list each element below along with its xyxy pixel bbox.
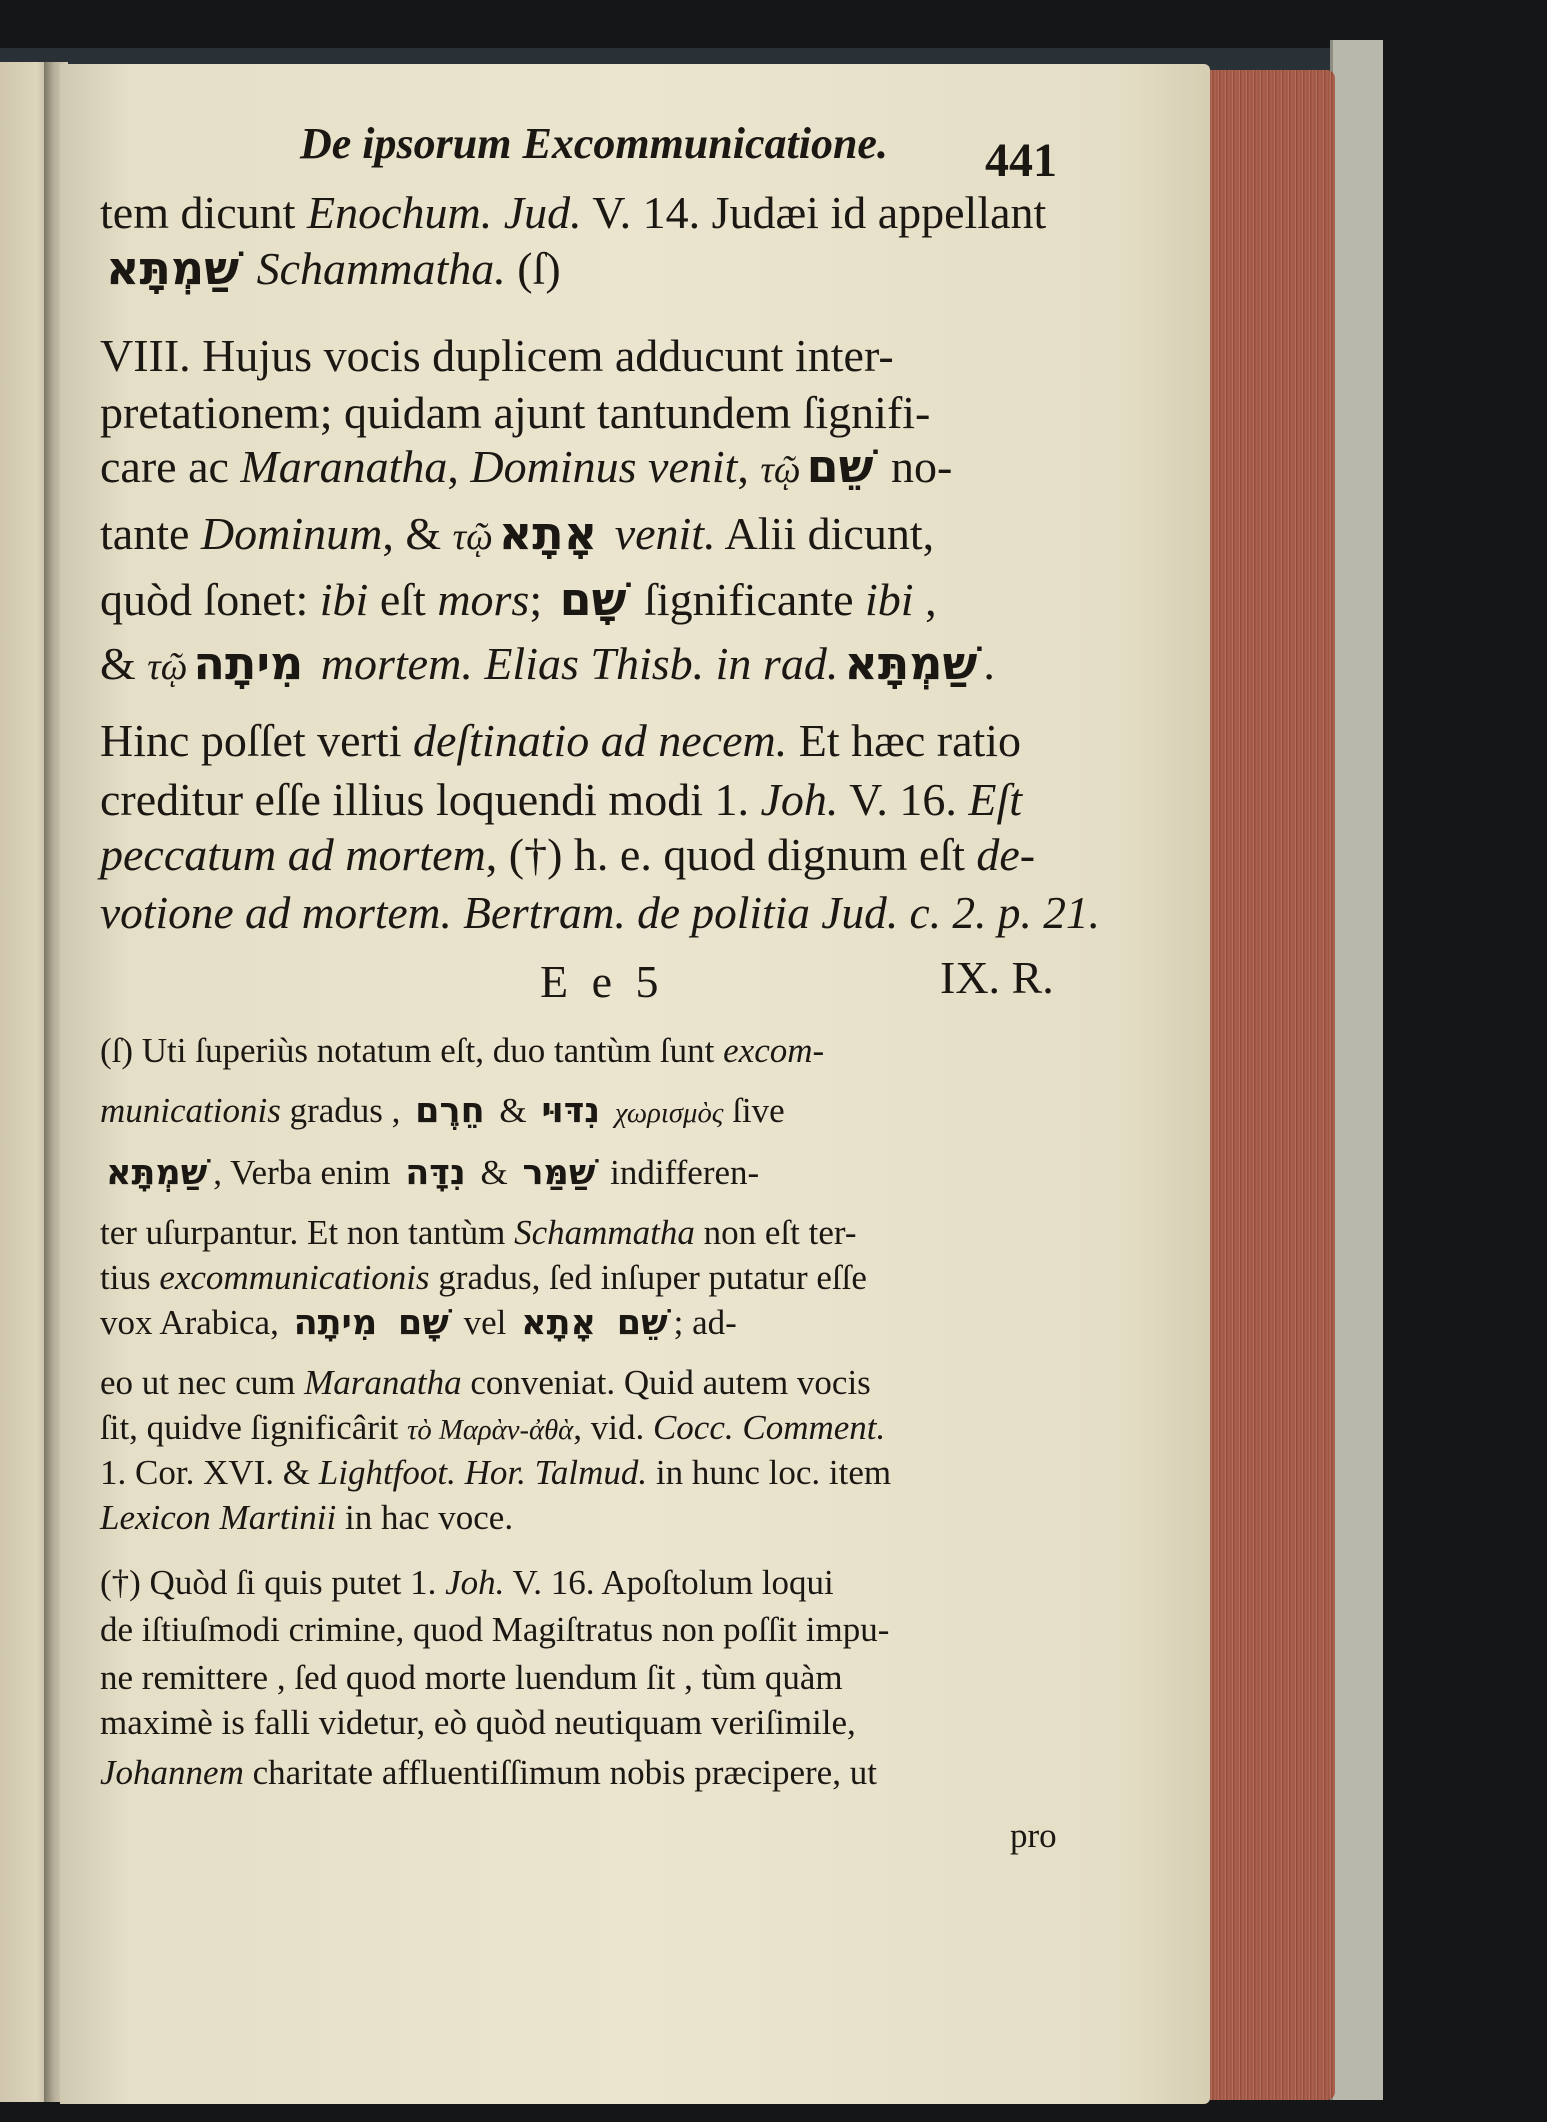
text-segment: Johannem bbox=[100, 1753, 244, 1792]
text-segment: ibi bbox=[865, 574, 914, 625]
text-segment: quòd ſonet: bbox=[100, 574, 320, 625]
text-segment: (†) Quòd ſi quis putet 1. bbox=[100, 1563, 446, 1602]
text-segment: Et hæc ratio bbox=[787, 715, 1022, 766]
text-line bbox=[100, 887, 1100, 938]
book-cover-right bbox=[1330, 40, 1383, 2100]
text-segment: excom- bbox=[723, 1031, 825, 1070]
hebrew-word: אָתָא bbox=[498, 506, 598, 560]
text-line bbox=[100, 506, 935, 560]
signature-mark: E e 5 bbox=[540, 956, 665, 1007]
text-segment: . bbox=[983, 638, 995, 689]
text-segment: Maranatha bbox=[304, 1363, 462, 1402]
text-line bbox=[100, 715, 1022, 766]
text-line bbox=[100, 330, 894, 381]
text-segment: ibi bbox=[319, 574, 369, 625]
hebrew-word: שָׁם bbox=[559, 572, 627, 626]
text-segment: , vid. bbox=[573, 1408, 653, 1447]
footnote-line bbox=[100, 1215, 857, 1250]
text-segment: de iſtiuſmodi crimine, quod Magiſtratus non poſſit impu- bbox=[100, 1610, 890, 1649]
text-segment: gradus , bbox=[280, 1091, 410, 1130]
text-segment: in hac voce. bbox=[336, 1498, 514, 1537]
text-segment: mortem. Elias Thisb. in rad. bbox=[309, 638, 839, 689]
text-line bbox=[100, 241, 561, 295]
text-segment: gradus, ſed inſuper putatur eſſe bbox=[429, 1258, 867, 1297]
hebrew-word: שֵׁם bbox=[806, 439, 874, 493]
text-segment: ; bbox=[529, 574, 554, 625]
text-segment: Eſt bbox=[968, 774, 1023, 825]
text-segment: τῷ bbox=[760, 449, 801, 491]
text-segment: Hinc poſſet verti bbox=[100, 715, 413, 766]
text-segment: τῷ bbox=[452, 516, 493, 558]
footnote-line bbox=[100, 1455, 891, 1490]
footnote-line bbox=[100, 1755, 877, 1790]
text-segment: & bbox=[471, 1153, 517, 1192]
text-segment: Dominum bbox=[200, 508, 383, 559]
text-segment: Joh. bbox=[445, 1563, 505, 1602]
text-segment: pretationem; quidam ajunt tantundem ſignifi- bbox=[100, 387, 931, 438]
text-segment bbox=[383, 1303, 392, 1342]
text-segment: Schammatha bbox=[514, 1213, 695, 1252]
text-segment: V. 14. Judæi id appellant bbox=[581, 187, 1047, 238]
text-segment: conveniat. Quid autem vocis bbox=[461, 1363, 871, 1402]
text-segment: municationis bbox=[100, 1091, 281, 1130]
text-segment: no- bbox=[879, 441, 953, 492]
text-segment: Alii dicunt, bbox=[715, 508, 935, 559]
hebrew-word: שַׁמְתָּא bbox=[106, 1153, 208, 1193]
text-segment: V. 16. Apoſtolum loqui bbox=[504, 1563, 834, 1602]
text-line bbox=[100, 439, 953, 493]
text-line bbox=[100, 187, 1047, 238]
hebrew-word: נִדָּה bbox=[405, 1153, 466, 1193]
text-segment: Maranatha bbox=[240, 441, 448, 492]
footnote-line bbox=[100, 1565, 834, 1600]
hebrew-word: מִיתָה bbox=[193, 636, 304, 690]
text-segment: excommunicationis bbox=[159, 1258, 430, 1297]
text-segment bbox=[606, 1091, 615, 1130]
footnote-line bbox=[100, 1305, 737, 1341]
text-segment: ter uſurpantur. Et non tantùm bbox=[100, 1213, 515, 1252]
text-segment: 1. Cor. XVI. & bbox=[100, 1453, 319, 1492]
text-segment: votione ad mortem. Bertram. de politia Jud. c. 2. p. 21. bbox=[100, 887, 1100, 938]
text-segment: Cocc. Comment. bbox=[652, 1408, 886, 1447]
text-segment: & bbox=[100, 638, 148, 689]
text-segment: care ac bbox=[100, 441, 241, 492]
hebrew-word: שַׁמְתָּא bbox=[844, 636, 978, 690]
hebrew-word: שָׁם bbox=[397, 1303, 449, 1343]
text-segment: non eſt ter- bbox=[694, 1213, 857, 1252]
text-segment: , bbox=[913, 574, 937, 625]
hebrew-word: חֵרֶם bbox=[415, 1091, 485, 1131]
footnote-line bbox=[100, 1155, 759, 1191]
text-segment: ſit, quidve ſignificârit bbox=[100, 1408, 408, 1447]
text-segment: in hunc loc. item bbox=[647, 1453, 892, 1492]
footnote-line bbox=[100, 1033, 824, 1068]
text-segment: & bbox=[490, 1091, 536, 1130]
footnote-line bbox=[100, 1660, 843, 1695]
text-segment: , bbox=[447, 441, 471, 492]
footnote-line bbox=[100, 1093, 785, 1129]
footnote-line bbox=[100, 1612, 889, 1647]
text-segment: ne remittere , ſed quod morte luendum ſit , tùm quàm bbox=[100, 1658, 843, 1697]
text-segment: Lightfoot. Hor. Talmud. bbox=[318, 1453, 648, 1492]
text-segment: venit. bbox=[603, 508, 716, 559]
text-segment: Enochum. Jud. bbox=[306, 187, 582, 238]
text-segment: tius bbox=[100, 1258, 160, 1297]
text-segment: τὸ Μαρὰν-ἀθὰ bbox=[407, 1414, 574, 1446]
text-segment: vox Arabica, bbox=[100, 1303, 288, 1342]
page-number: 441 bbox=[985, 134, 1057, 187]
running-head: De ipsorum Excommunicatione. bbox=[300, 119, 888, 168]
text-segment: eo ut nec cum bbox=[100, 1363, 305, 1402]
text-segment: charitate affluentiſſimum nobis præcipere, ut bbox=[243, 1753, 877, 1792]
hebrew-word: נִדּוּי bbox=[541, 1091, 601, 1131]
text-line bbox=[100, 774, 1023, 825]
text-line bbox=[100, 636, 995, 690]
text-segment: τῷ bbox=[147, 646, 188, 688]
text-segment: tem dicunt bbox=[100, 187, 307, 238]
catchword: IX. R. bbox=[940, 952, 1054, 1003]
text-segment: Joh. bbox=[760, 774, 839, 825]
page-fore-edge bbox=[1205, 70, 1335, 2100]
text-segment: , (†) h. e. quod dignum eſt bbox=[485, 829, 977, 880]
text-segment: , & bbox=[382, 508, 453, 559]
text-segment: V. 16. bbox=[838, 774, 969, 825]
text-line bbox=[100, 829, 1036, 880]
text-segment: , bbox=[737, 441, 761, 492]
text-segment bbox=[602, 1303, 611, 1342]
text-segment: (ſ) Uti ſuperiùs notatum eſt, duo tantùm ſunt bbox=[100, 1031, 724, 1070]
hebrew-word: שֵׁם bbox=[616, 1303, 668, 1343]
hebrew-word: שַׁמַּר bbox=[522, 1153, 596, 1193]
text-segment: ſive bbox=[723, 1091, 785, 1130]
text-segment: vel bbox=[454, 1303, 516, 1342]
text-segment: Lexicon Martinii bbox=[100, 1498, 337, 1537]
text-segment: tante bbox=[100, 508, 201, 559]
text-segment: χωρισμὸς bbox=[614, 1097, 724, 1129]
footnote-line bbox=[100, 1705, 856, 1740]
text-segment: (ſ) bbox=[505, 243, 561, 294]
text-line bbox=[100, 572, 937, 626]
text-segment: , Verba enim bbox=[213, 1153, 400, 1192]
hebrew-word: אָתָא bbox=[521, 1303, 596, 1343]
text-segment: ; ad- bbox=[673, 1303, 737, 1342]
text-segment: ſignificante bbox=[632, 574, 866, 625]
text-segment: Schammatha. bbox=[245, 243, 506, 294]
text-segment: de- bbox=[976, 829, 1036, 880]
footnote-line bbox=[100, 1365, 871, 1400]
text-segment: creditur eſſe illius loquendi modi 1. bbox=[100, 774, 761, 825]
text-segment: mors bbox=[437, 574, 530, 625]
text-line bbox=[100, 387, 931, 438]
text-segment: Dominus venit bbox=[470, 441, 738, 492]
hebrew-word: מִיתָה bbox=[293, 1303, 378, 1343]
text-segment: maximè is falli videtur, eò quòd neutiquam veriſimile, bbox=[100, 1703, 856, 1742]
hebrew-word: שַׁמְתָּא bbox=[106, 241, 240, 295]
footnote-line bbox=[100, 1410, 885, 1445]
text-segment: VIII. Hujus vocis duplicem adducunt inter- bbox=[100, 330, 894, 381]
last-catchword: pro bbox=[1010, 1816, 1057, 1855]
footnote-line bbox=[100, 1500, 513, 1535]
footnote-line bbox=[100, 1260, 867, 1295]
text-segment: eſt bbox=[368, 574, 438, 625]
text-segment: peccatum ad mortem bbox=[100, 829, 486, 880]
text-segment: deſtinatio ad necem. bbox=[412, 715, 788, 766]
text-segment: indifferen- bbox=[601, 1153, 760, 1192]
